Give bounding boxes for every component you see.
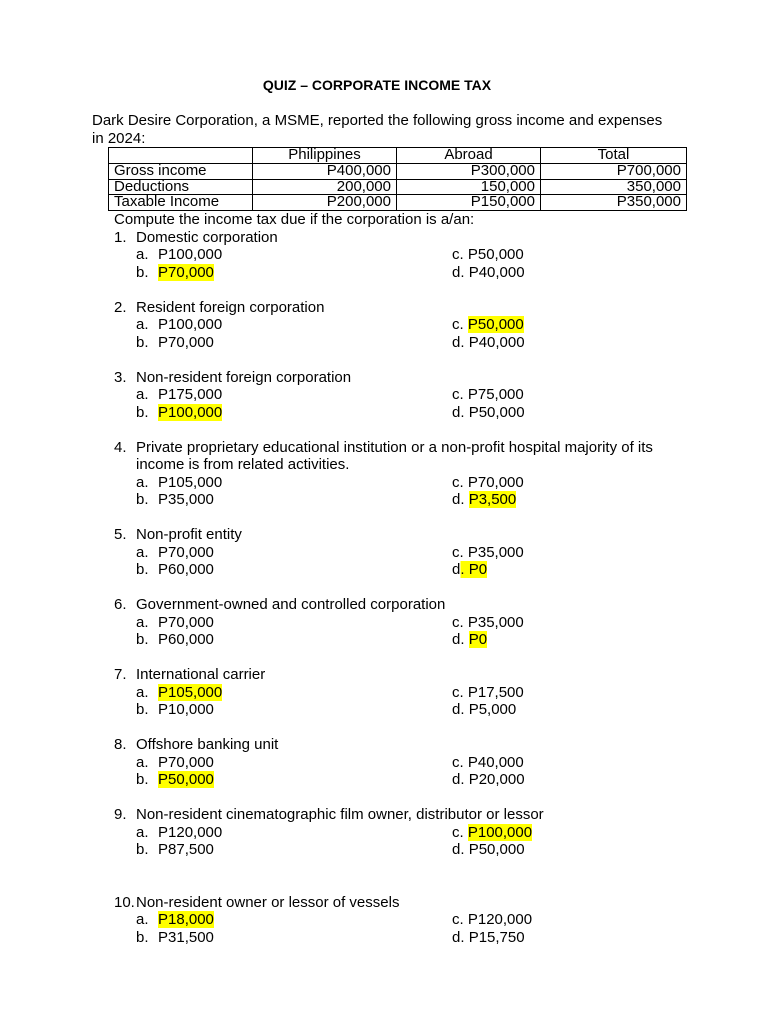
- option-label: d.: [452, 631, 465, 648]
- table-header-row: [109, 148, 687, 164]
- answer-option: [136, 246, 452, 264]
- answer-option: [136, 404, 452, 422]
- question-text: Private proprietary educational institution or a non-profit hospital majority of its income is from related activities.: [136, 438, 653, 473]
- answer-option: [136, 474, 452, 492]
- highlighted-option-value: P0: [468, 631, 488, 648]
- row-label: Taxable Income: [109, 195, 253, 211]
- option-label: d.: [452, 928, 465, 946]
- option-label: b.: [136, 841, 149, 858]
- option-label: b.: [136, 701, 149, 718]
- option-label: c.: [452, 613, 464, 631]
- question-number: 9.: [114, 806, 127, 823]
- option-label: a.: [136, 316, 149, 333]
- table-row: [109, 163, 687, 179]
- option-label: a.: [136, 683, 149, 701]
- answer-option: [452, 491, 516, 509]
- intro-line: in 2024:: [92, 129, 146, 147]
- question-item: [0, 894, 768, 947]
- answer-option: [136, 754, 452, 772]
- option-row: [136, 404, 768, 422]
- option-label: a.: [136, 473, 149, 491]
- highlighted-option-value: P50,000: [158, 771, 214, 788]
- option-label: c.: [452, 683, 464, 701]
- option-value: P35,000: [467, 613, 524, 631]
- option-value: P40,000: [468, 333, 525, 351]
- answer-option: [136, 561, 452, 579]
- answer-option: [452, 824, 532, 842]
- question-item: [0, 526, 768, 579]
- question-item: [0, 369, 768, 422]
- answer-option: [452, 614, 524, 632]
- question-line: [114, 369, 768, 387]
- question-number: 8.: [114, 736, 127, 753]
- table-cell: P400,000: [253, 163, 397, 179]
- option-label: b.: [136, 561, 149, 578]
- option-value: P35,000: [158, 491, 214, 508]
- question-number: 10.: [114, 893, 135, 911]
- option-label: b.: [136, 491, 149, 508]
- question-item: [0, 439, 768, 509]
- option-label: c.: [452, 823, 464, 841]
- answer-option: [136, 334, 452, 352]
- answer-option: [452, 701, 516, 719]
- highlighted-option-value: P18,000: [158, 911, 214, 928]
- intro-paragraph: [92, 112, 768, 147]
- option-value: P120,000: [158, 823, 223, 841]
- answer-option: [452, 474, 524, 492]
- option-label: a.: [136, 386, 149, 403]
- question-item: [0, 229, 768, 282]
- question-list: [0, 229, 768, 947]
- question-text: Government-owned and controlled corporation: [136, 596, 446, 613]
- option-value: P70,000: [158, 613, 214, 631]
- question-line: [114, 596, 768, 614]
- option-row: [136, 911, 768, 929]
- answer-option: [452, 841, 525, 859]
- quiz-title: QUIZ – CORPORATE INCOME TAX: [262, 77, 492, 93]
- answer-option: [452, 684, 524, 702]
- highlighted-option-value: P100,000: [467, 823, 533, 841]
- option-label: c.: [452, 246, 464, 263]
- option-row: [136, 544, 768, 562]
- question-number: 4.: [114, 438, 127, 456]
- row-label: Gross income: [109, 163, 253, 179]
- option-value: P175,000: [158, 386, 223, 403]
- answer-option: [452, 631, 487, 649]
- table-corner-cell: [109, 148, 253, 164]
- table-cell: P300,000: [397, 163, 541, 179]
- column-header: Abroad: [397, 148, 541, 164]
- option-label: b.: [136, 928, 149, 946]
- question-text: International carrier: [136, 666, 266, 683]
- question-line: [114, 736, 768, 754]
- question-item: [0, 736, 768, 789]
- income-table-wrapper: [108, 147, 768, 211]
- option-value: P50,000: [468, 841, 525, 858]
- option-row: [136, 631, 768, 649]
- option-row: [136, 754, 768, 772]
- answer-option: [452, 561, 487, 579]
- option-value: P17,500: [467, 683, 524, 701]
- option-value: P15,750: [468, 928, 525, 946]
- question-line: [114, 299, 768, 317]
- question-line: [114, 894, 768, 912]
- option-label: b.: [136, 333, 149, 351]
- table-cell: 200,000: [253, 179, 397, 195]
- question-line: [114, 526, 768, 544]
- option-value: P105,000: [158, 473, 223, 491]
- answer-option: [136, 316, 452, 334]
- option-label: b.: [136, 631, 149, 648]
- option-row: [136, 316, 768, 334]
- option-label: a.: [136, 753, 149, 771]
- option-label: a.: [136, 246, 149, 263]
- option-value: P35,000: [467, 543, 524, 561]
- answer-option: [136, 386, 452, 404]
- option-row: [136, 264, 768, 282]
- question-text: Domestic corporation: [136, 228, 278, 246]
- question-text: Non-resident owner or lessor of vessels: [136, 893, 400, 911]
- option-label: d.: [452, 491, 465, 508]
- question-line: [114, 666, 768, 684]
- question-text: Offshore banking unit: [136, 736, 279, 753]
- option-row: [136, 334, 768, 352]
- option-row: [136, 614, 768, 632]
- option-value: P87,500: [158, 841, 214, 858]
- question-line: [114, 229, 768, 247]
- highlighted-option-value: P70,000: [158, 263, 214, 281]
- option-value: P60,000: [158, 631, 214, 648]
- answer-option: [452, 334, 525, 352]
- option-row: [136, 929, 768, 947]
- answer-option: [452, 264, 525, 282]
- question-number: 7.: [114, 666, 127, 683]
- answer-option: [136, 614, 452, 632]
- answer-option: [136, 841, 452, 859]
- option-value: P31,500: [158, 928, 214, 946]
- option-value: P5,000: [468, 701, 517, 718]
- option-row: [136, 474, 768, 492]
- option-row: [136, 841, 768, 859]
- question-item: [0, 666, 768, 719]
- question-number: 1.: [114, 228, 127, 246]
- question-text: Non-profit entity: [136, 526, 242, 543]
- question-text: Resident foreign corporation: [136, 298, 325, 316]
- option-label: d.: [452, 701, 465, 718]
- option-value: P10,000: [158, 701, 214, 718]
- option-row: [136, 561, 768, 579]
- row-label: Deductions: [109, 179, 253, 195]
- option-value: P75,000: [467, 386, 524, 403]
- option-label: a.: [136, 911, 149, 928]
- answer-option: [136, 264, 452, 282]
- option-value: P120,000: [467, 911, 533, 928]
- option-value: P40,000: [468, 263, 525, 281]
- option-value: P100,000: [158, 316, 223, 333]
- option-value: P50,000: [468, 403, 525, 421]
- option-label: d.: [452, 561, 465, 578]
- option-row: [136, 246, 768, 264]
- option-label: d.: [452, 771, 465, 788]
- option-label: d.: [452, 403, 465, 421]
- question-line: [114, 806, 768, 824]
- answer-option: [452, 316, 524, 334]
- option-label: c.: [452, 473, 464, 491]
- option-value: P50,000: [467, 246, 524, 263]
- option-row: [136, 771, 768, 789]
- option-label: a.: [136, 543, 149, 561]
- question-text: Non-resident cinematographic film owner, distributor or lessor: [136, 806, 544, 823]
- table-row: [109, 195, 687, 211]
- column-header: Total: [541, 148, 687, 164]
- option-label: d.: [452, 263, 465, 281]
- question-number: 3.: [114, 368, 127, 386]
- answer-option: [452, 386, 524, 404]
- option-label: a.: [136, 613, 149, 631]
- instruction-text: Compute the income tax due if the corporation is a/an:: [114, 211, 475, 228]
- option-value: P40,000: [467, 753, 524, 771]
- highlighted-option-value: P3,500: [468, 491, 517, 508]
- column-header: Philippines: [253, 148, 397, 164]
- highlighted-option-value: P50,000: [467, 316, 524, 333]
- answer-option: [452, 771, 525, 789]
- option-row: [136, 684, 768, 702]
- table-cell: 350,000: [541, 179, 687, 195]
- question-item: [0, 299, 768, 352]
- answer-option: [452, 911, 532, 929]
- answer-option: [136, 824, 452, 842]
- answer-option: [136, 544, 452, 562]
- option-label: b.: [136, 263, 149, 281]
- answer-option: [136, 771, 452, 789]
- table-cell: P200,000: [253, 195, 397, 211]
- answer-option: [136, 491, 452, 509]
- table-cell: P350,000: [541, 195, 687, 211]
- question-line: [114, 439, 768, 474]
- option-label: c.: [452, 386, 464, 403]
- option-row: [136, 386, 768, 404]
- highlighted-option-value: P100,000: [158, 403, 223, 421]
- option-label: c.: [452, 316, 464, 333]
- option-value: P70,000: [158, 333, 214, 351]
- table-cell: P150,000: [397, 195, 541, 211]
- answer-option: [452, 246, 524, 264]
- option-row: [136, 824, 768, 842]
- answer-option: [452, 404, 525, 422]
- option-label: c.: [452, 911, 464, 928]
- answer-option: [452, 929, 525, 947]
- answer-option: [136, 684, 452, 702]
- answer-option: [452, 544, 524, 562]
- option-row: [136, 491, 768, 509]
- option-value: P20,000: [468, 771, 525, 788]
- option-value: P70,000: [467, 473, 524, 491]
- highlighted-option-value: P105,000: [158, 683, 223, 701]
- question-item: [0, 806, 768, 859]
- option-label: a.: [136, 823, 149, 841]
- option-value: P60,000: [158, 561, 214, 578]
- question-item: [0, 596, 768, 649]
- option-value: P70,000: [158, 543, 214, 561]
- option-label: b.: [136, 771, 149, 788]
- answer-option: [136, 631, 452, 649]
- answer-option: [452, 754, 524, 772]
- highlighted-option-value: P0: [468, 561, 488, 578]
- option-label: d.: [452, 841, 465, 858]
- income-table: [108, 147, 687, 211]
- option-label: b.: [136, 403, 149, 421]
- option-value: P70,000: [158, 753, 214, 771]
- option-label: c.: [452, 543, 464, 561]
- option-value: P100,000: [158, 246, 223, 263]
- answer-option: [136, 701, 452, 719]
- question-text: Non-resident foreign corporation: [136, 368, 352, 386]
- table-cell: P700,000: [541, 163, 687, 179]
- question-number: 2.: [114, 298, 127, 316]
- question-number: 6.: [114, 596, 127, 613]
- option-label: d.: [452, 333, 465, 351]
- table-cell: 150,000: [397, 179, 541, 195]
- answer-option: [136, 929, 452, 947]
- question-number: 5.: [114, 526, 127, 543]
- intro-line: Dark Desire Corporation, a MSME, reported the following gross income and expenses: [92, 112, 663, 129]
- option-row: [136, 701, 768, 719]
- answer-option: [136, 911, 452, 929]
- option-label: c.: [452, 753, 464, 771]
